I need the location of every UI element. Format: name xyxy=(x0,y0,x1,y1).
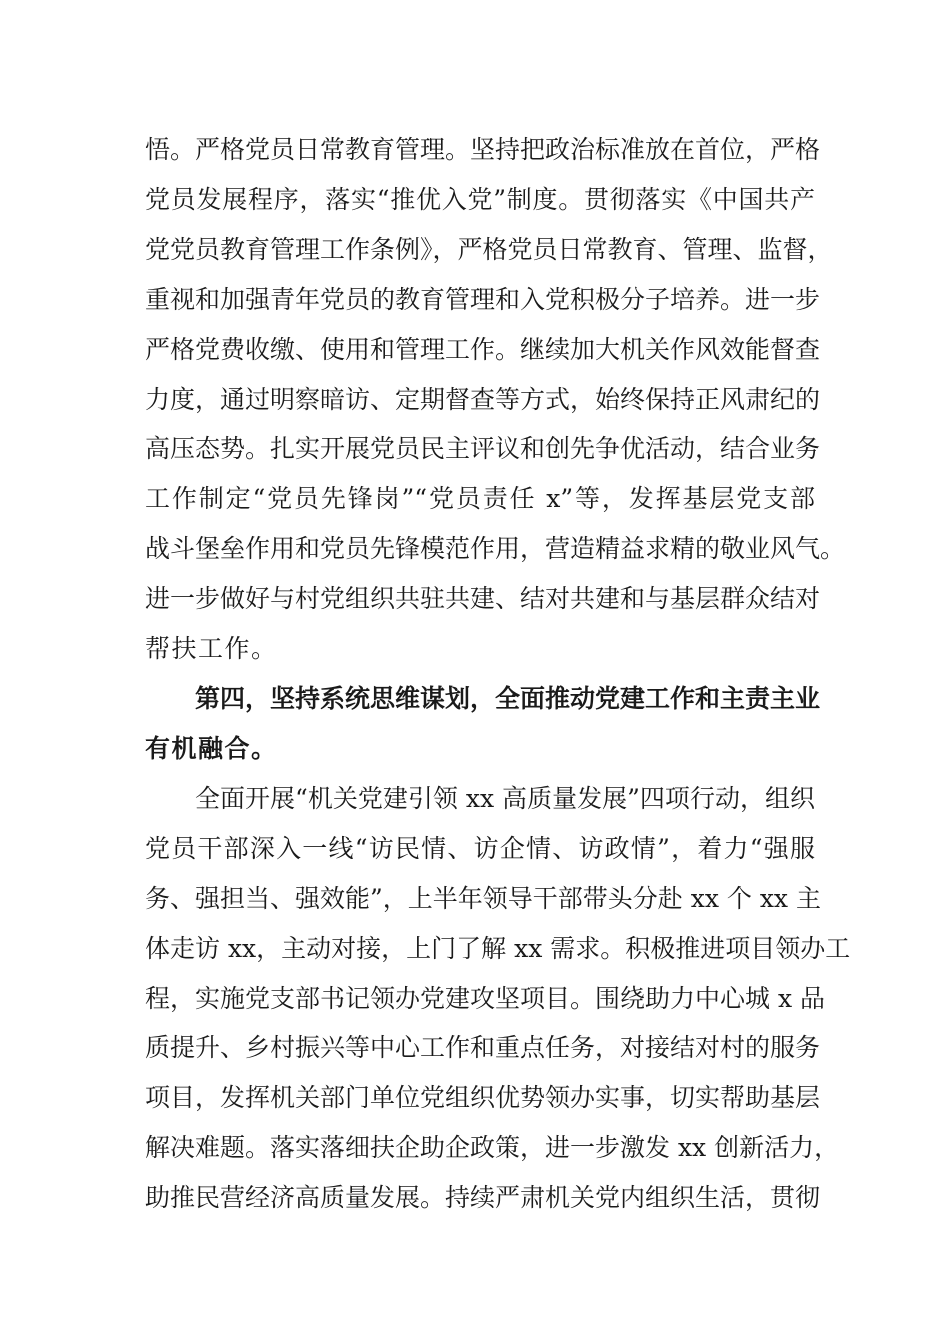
paragraph-line: 高压态势。扎实开展党员民主评议和创先争优活动，结合业务 xyxy=(145,434,821,463)
paragraph-line: 严格党费收缴、使用和管理工作。继续加大机关作风效能督查 xyxy=(145,335,821,364)
paragraph-line: 全面开展“机关党建引领 xx 高质量发展”四项行动，组织 xyxy=(195,784,815,813)
paragraph-line: 质提升、乡村振兴等中心工作和重点任务，对接结对村的服务 xyxy=(145,1033,821,1062)
paragraph-line: 党员发展程序，落实“推优入党”制度。贯彻落实《中国共产 xyxy=(145,185,815,214)
section-heading: 第四，坚持系统思维谋划，全面推动党建工作和主责主业 xyxy=(195,684,821,713)
paragraph-line: 帮扶工作。 xyxy=(145,634,278,663)
paragraph-line: 重视和加强青年党员的教育管理和入党积极分子培养。进一步 xyxy=(145,285,821,314)
paragraph-line: 项目，发挥机关部门单位党组织优势领办实事，切实帮助基层 xyxy=(145,1083,821,1112)
paragraph-line: 党党员教育管理工作条例》，严格党员日常教育、管理、监督， xyxy=(145,235,833,264)
paragraph-line: 体走访 xx，主动对接，上门了解 xx 需求。积极推进项目领办工 xyxy=(145,934,851,963)
paragraph-line: 力度，通过明察暗访、定期督查等方式，始终保持正风肃纪的 xyxy=(145,385,821,414)
paragraph-line: 程，实施党支部书记领办党建攻坚项目。围绕助力中心城 x 品 xyxy=(145,984,825,1013)
paragraph-line: 党员干部深入一线“访民情、访企情、访政情”，着力“强服 xyxy=(145,834,815,863)
paragraph-line: 进一步做好与村党组织共驻共建、结对共建和与基层群众结对 xyxy=(145,584,821,613)
paragraph-line: 战斗堡垒作用和党员先锋模范作用，营造精益求精的敬业风气。 xyxy=(145,534,846,563)
paragraph-line: 解决难题。落实落细扶企助企政策，进一步激发 xx 创新活力， xyxy=(145,1133,840,1162)
paragraph-line: 工作制定“党员先锋岗”“党员责任 x”等，发挥基层党支部 xyxy=(145,484,815,513)
paragraph-line: 助推民营经济高质量发展。持续严肃机关党内组织生活，贯彻 xyxy=(145,1183,821,1212)
paragraph-line: 务、强担当、强效能”，上半年领导干部带头分赴 xx 个 xx 主 xyxy=(145,884,821,913)
section-heading: 有机融合。 xyxy=(145,734,278,763)
paragraph-line: 悟。严格党员日常教育管理。坚持把政治标准放在首位，严格 xyxy=(145,135,821,164)
